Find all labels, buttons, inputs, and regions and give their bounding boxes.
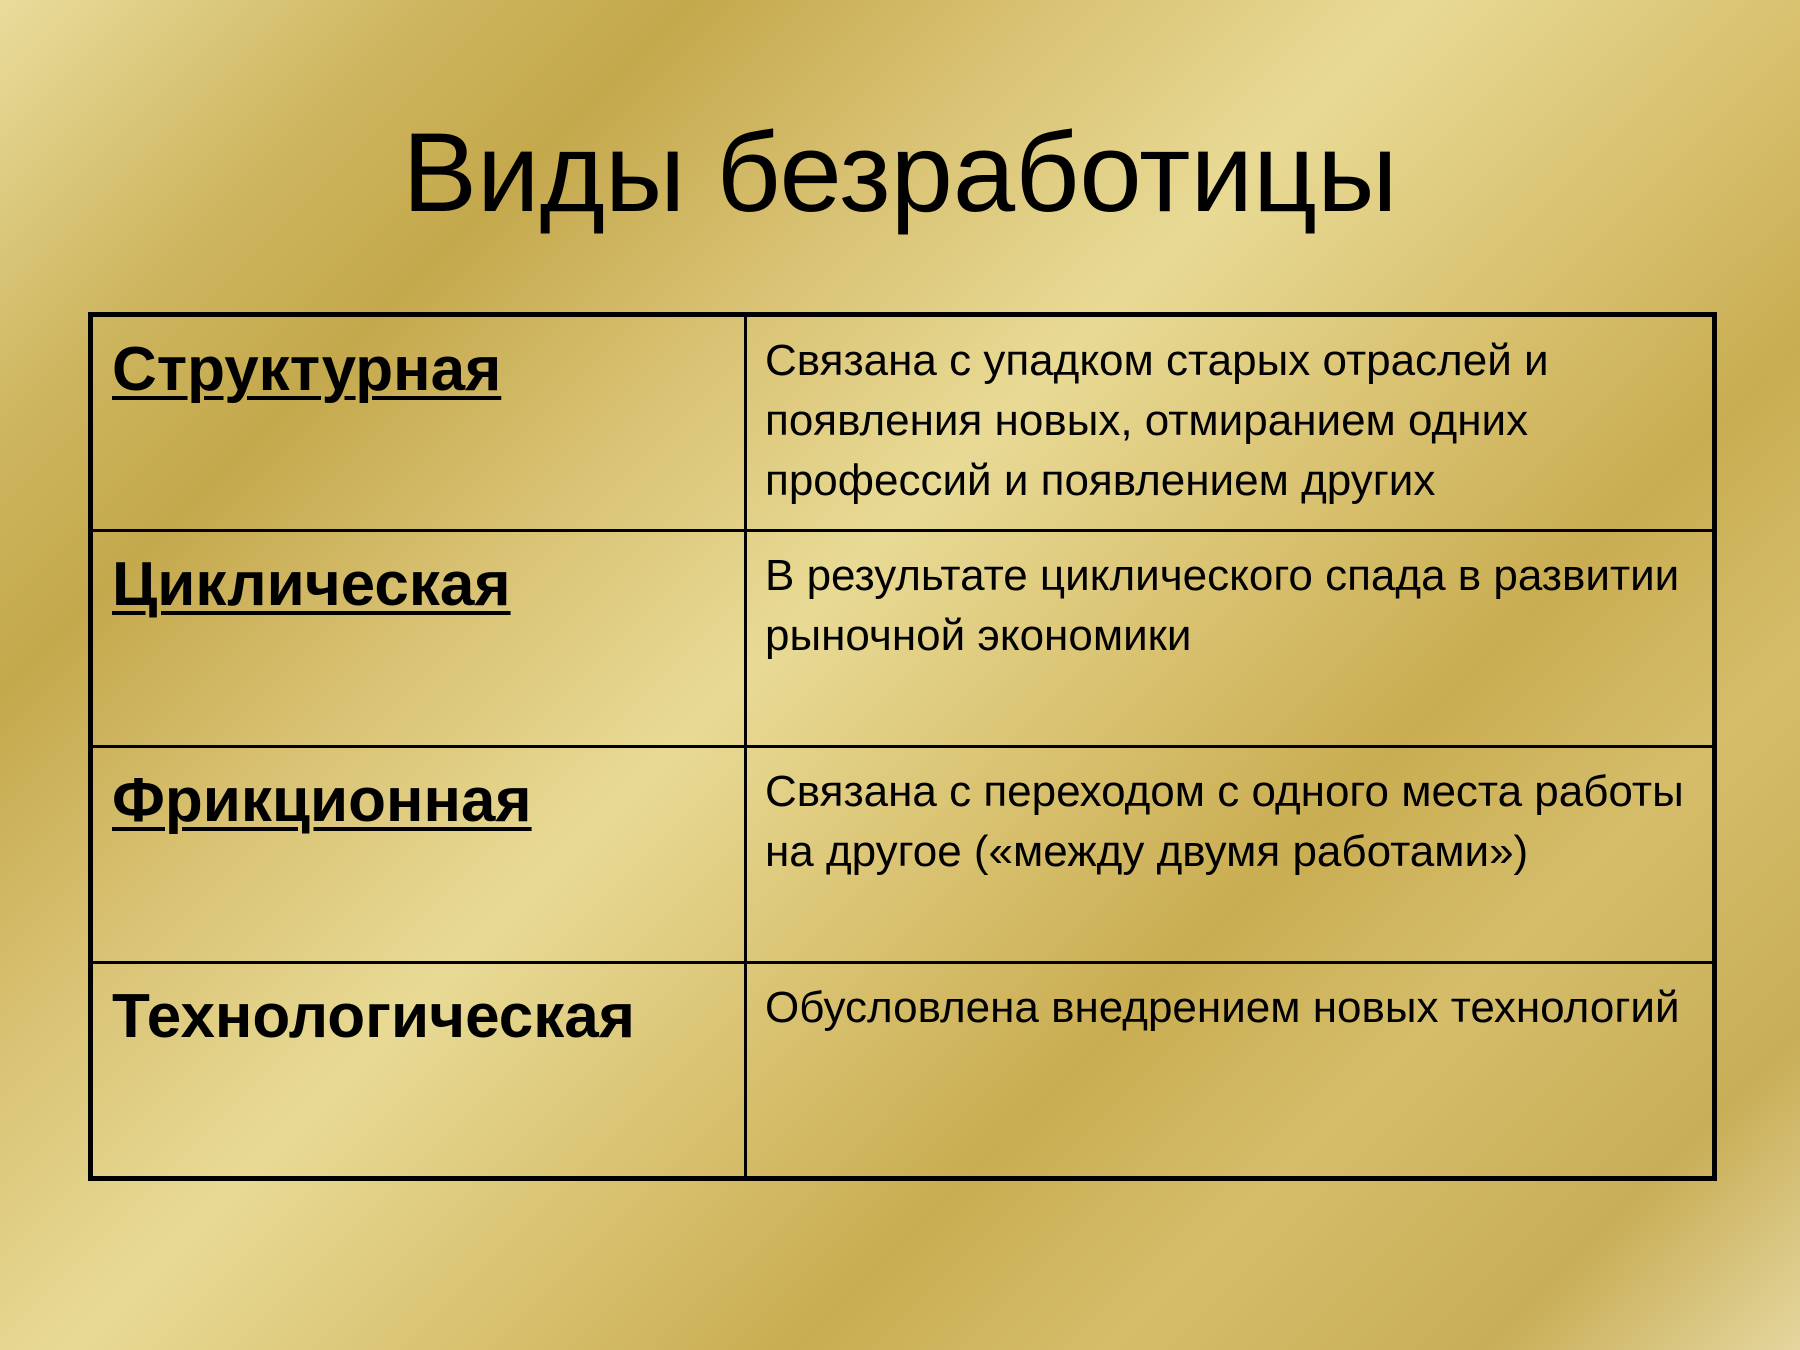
description-cell (746, 531, 1715, 747)
term-cyclical: Циклическая (112, 550, 511, 619)
table-row-cyclical (91, 531, 1715, 747)
description-structural: Связана с упадком старых отраслей и появления новых, отмиранием одних профессий и появлением других (765, 336, 1549, 505)
unemployment-types-table-container (88, 312, 1712, 1181)
term-structural: Структурная (112, 335, 502, 404)
term-technological: Технологическая (112, 982, 635, 1051)
table-row-frictional (91, 747, 1715, 963)
table-row-structural (91, 315, 1715, 531)
unemployment-types-table (88, 312, 1717, 1181)
slide-title: Виды безработицы (402, 110, 1398, 235)
description-cell (746, 315, 1715, 531)
term-frictional: Фрикционная (112, 766, 532, 835)
term-cell (91, 963, 746, 1179)
description-frictional: Связана с переходом с одного места работы на другое («между двумя работами») (765, 767, 1684, 876)
description-cyclical: В результате циклического спада в развитии рыночной экономики (765, 551, 1680, 660)
description-cell (746, 963, 1715, 1179)
term-cell (91, 747, 746, 963)
description-technological: Обусловлена внедрением новых технологий (765, 983, 1680, 1032)
term-cell (91, 531, 746, 747)
term-cell (91, 315, 746, 531)
description-cell (746, 747, 1715, 963)
table-row-technological (91, 963, 1715, 1179)
